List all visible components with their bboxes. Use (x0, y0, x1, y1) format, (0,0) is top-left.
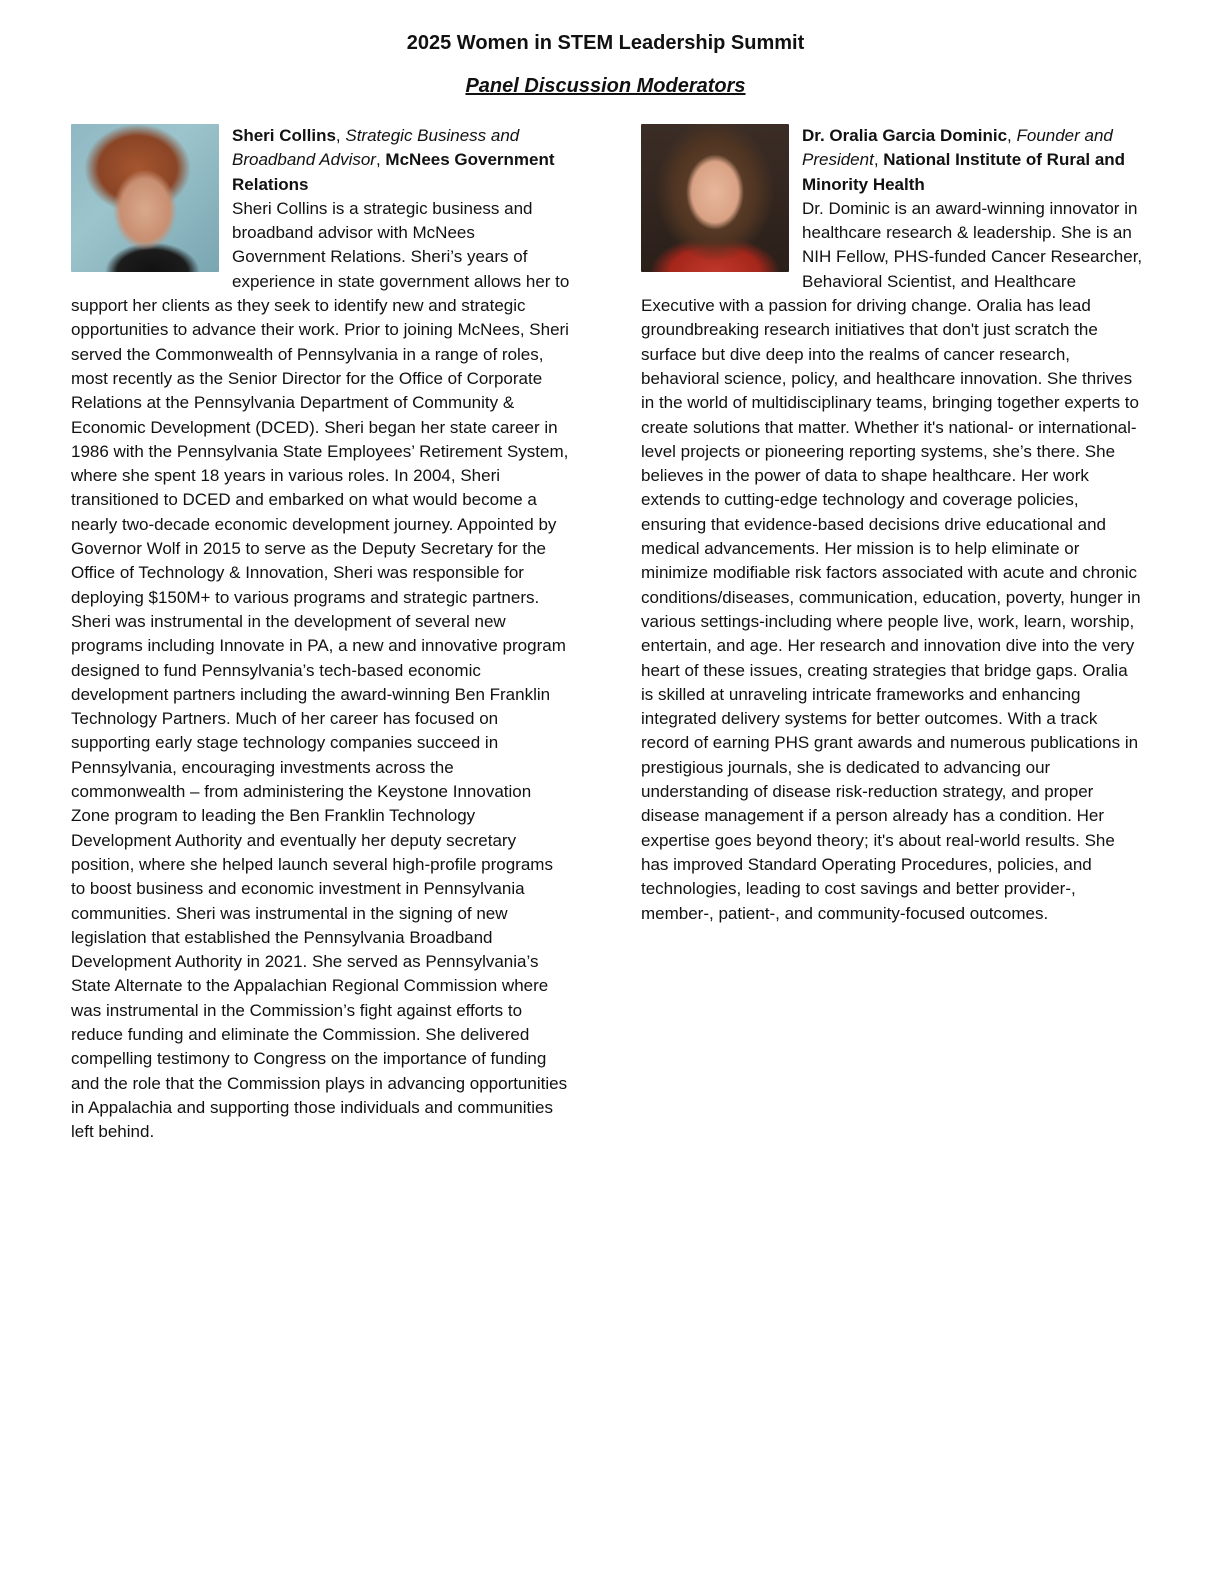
moderator-name: Dr. Oralia Garcia Dominic (802, 126, 1008, 145)
moderator-organization: National Institute of Rural and Minority Health (802, 150, 1126, 194)
moderator-name: Sheri Collins (232, 126, 336, 145)
moderator-bio: Dr. Dominic is an award-winning innovator in healthcare research & leadership. She is an NIH Fellow, PHS-funded Cancer Researcher, Behavioral Scientist, and Healthcare Executive with a passion for driving change. Oralia has lead groundbreaking research initiatives that don't just scratch the surface but dive deep into the realms of cancer research, behavioral science, policy, and healthcare innovation. She thrives in the world of multidisciplinary teams, bringing together experts to create solutions that matter. Whether it's national- or international-level projects or pioneering reporting systems, she’s there. She believes in the power of data to shape healthcare. Her work extends to cutting-edge technology and coverage policies, ensuring that evidence-based decisions drive educational and medical advancements. Her mission is to help eliminate or minimize modifiable risk factors associated with acute and chronic conditions/diseases, communication, education, poverty, hunger in various settings-including where people live, work, learn, worship, entertain, and age. Her research and innovation dive into the very heart of these issues, creating strategies that bridge gaps. Oralia is skilled at unraveling intricate frameworks and enhancing integrated delivery systems for better outcomes. With a track record of earning PHS grant awards and numerous publications in prestigious journals, she is dedicated to advancing our understanding of disease risk-reduction strategy, and proper disease management if a person already has a condition. Her expertise goes beyond theory; it's about real-world results. She has improved Standard Operating Procedures, policies, and technologies, leading to cost savings and better provider-, member-, patient-, and community-focused outcomes. (641, 198, 1143, 923)
moderator-title: Strategic Business and Broadband Advisor (232, 126, 520, 170)
moderator-photo (71, 124, 219, 272)
moderator-header: Dr. Oralia Garcia Dominic, Founder and President, National Institute of Rural and Minority Health (802, 126, 1126, 194)
moderator-header: Sheri Collins, Strategic Business and Broadband Advisor, McNees Government Relations (232, 126, 555, 194)
moderator-bio: Sheri Collins is a strategic business and broadband advisor with McNees Government Relations. Sheri’s years of experience in state government allows her to support her clients as they seek to identify new and strategic opportunities to advance their work. Prior to joining McNees, Sheri served the Commonwealth of Pennsylvania in a range of roles, most recently as the Senior Director for the Office of Corporate Relations at the Pennsylvania Department of Community & Economic Development (DCED). Sheri began her state career in 1986 with the Pennsylvania State Employees’ Retirement System, where she spent 18 years in various roles. In 2004, Sheri transitioned to DCED and embarked on what would become a nearly two-decade economic development journey. Appointed by Governor Wolf in 2015 to serve as the Deputy Secretary for the Office of Technology & Innovation, Sheri was responsible for deploying $150M+ to various programs and strategic partners. Sheri was instrumental in the development of several new programs including Innovate in PA, a new and innovative program designed to fund Pennsylvania’s tech-based economic development partners including the award-winning Ben Franklin Technology Partners. Much of her career has focused on supporting early stage technology companies succeed in Pennsylvania, encouraging investments across the commonwealth – from administering the Keystone Innovation Zone program to leading the Ben Franklin Technology Development Authority and eventually her deputy secretary position, where she helped launch several high-profile programs to boost business and economic investment in Pennsylvania communities. Sheri was instrumental in the signing of new legislation that established the Pennsylvania Broadband Development Authority in 2021. She served as Pennsylvania’s State Alternate to the Appalachian Regional Commission where was instrumental in the Commission’s fight against efforts to reduce funding and eliminate the Commission. She delivered compelling testimony to Congress on the importance of funding and the role that the Commission plays in advancing opportunities in Appalachia and supporting those individuals and communities left behind. (71, 198, 570, 1142)
moderator-card-oralia-garcia-dominic (641, 124, 1143, 926)
moderator-title: Founder and President (802, 126, 1113, 170)
page-subtitle: Panel Discussion Moderators (465, 75, 746, 97)
page-title: 2025 Women in STEM Leadership Summit (406, 32, 805, 54)
moderator-photo (641, 124, 789, 272)
moderator-organization: McNees Government Relations (232, 150, 555, 194)
moderator-card-sheri-collins (71, 124, 570, 1144)
